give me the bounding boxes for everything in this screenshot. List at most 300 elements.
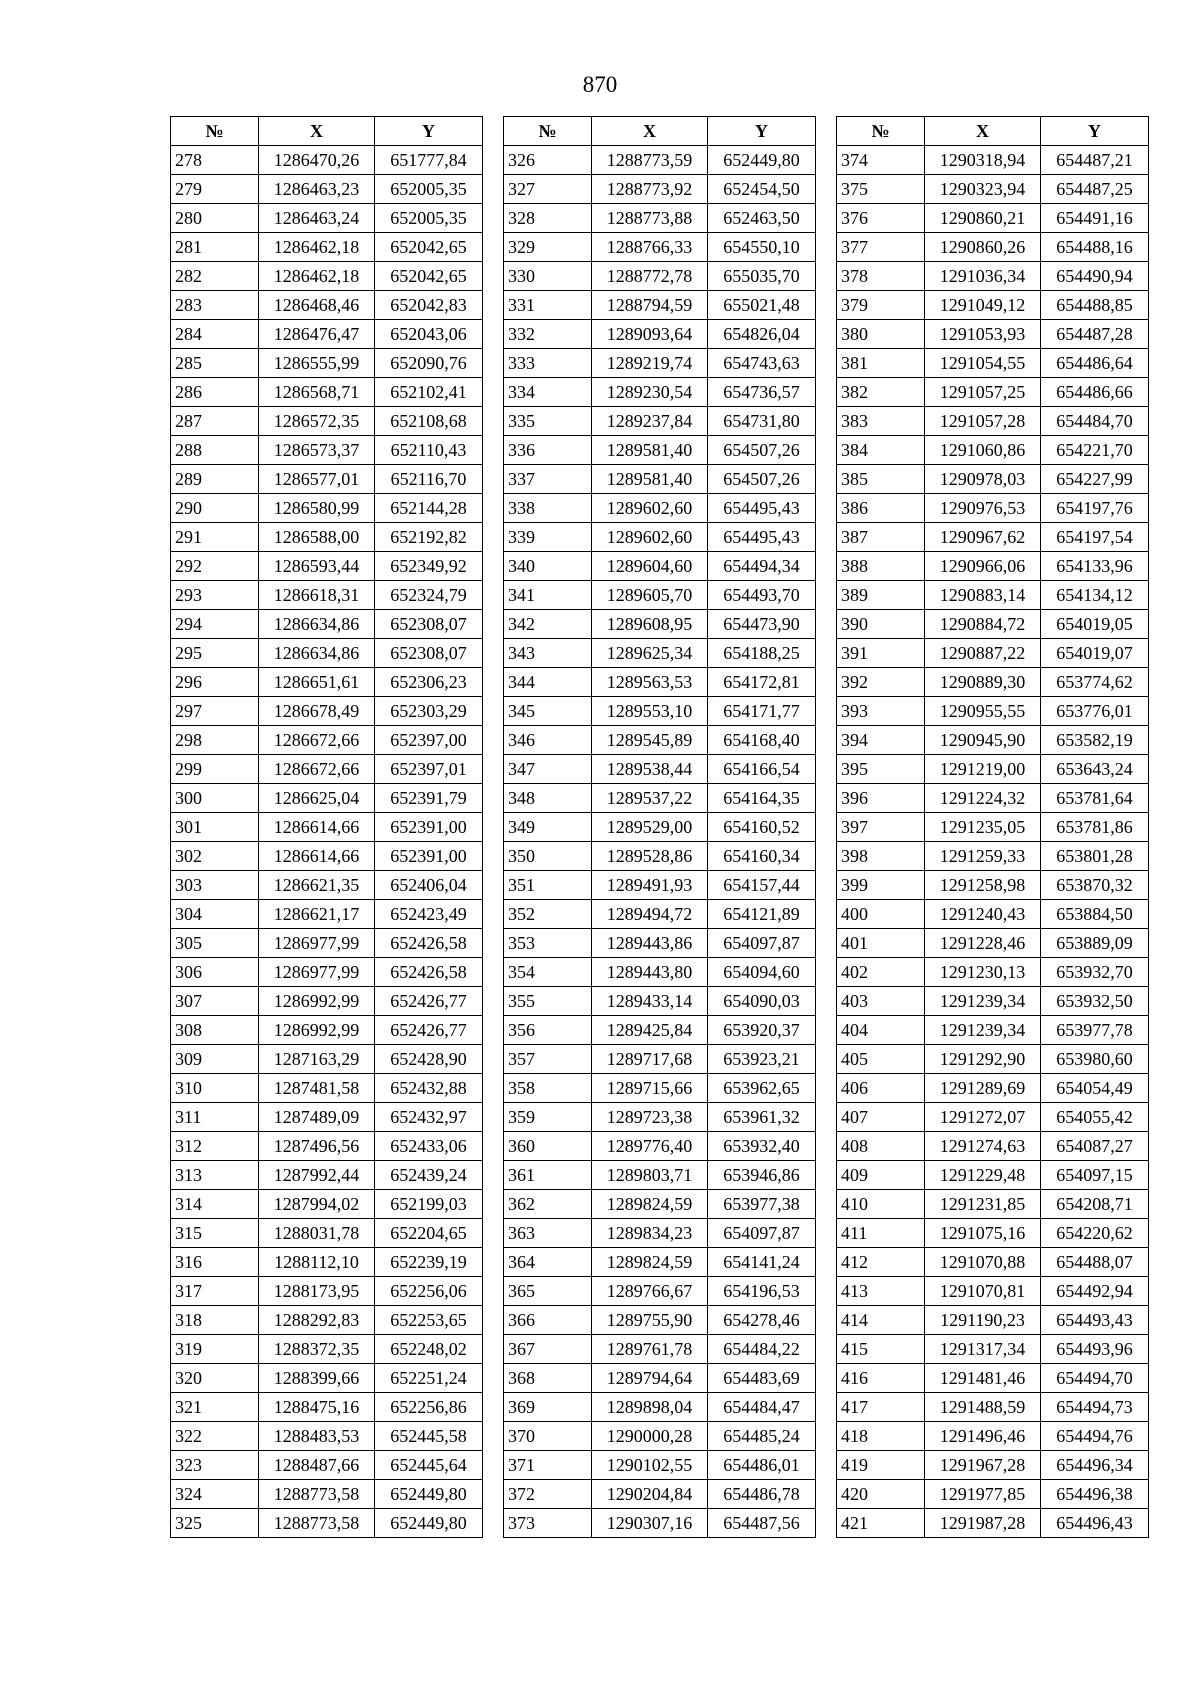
table-row — [837, 494, 1149, 523]
point-number: 415 — [837, 1335, 925, 1364]
table-row — [504, 465, 816, 494]
table-row — [837, 1335, 1149, 1364]
x-coordinate: 1291231,85 — [925, 1190, 1041, 1219]
point-number: 381 — [837, 349, 925, 378]
y-coordinate: 653961,32 — [708, 1103, 816, 1132]
table-row — [504, 349, 816, 378]
x-coordinate: 1287481,58 — [259, 1074, 375, 1103]
x-coordinate: 1289761,78 — [592, 1335, 708, 1364]
y-coordinate: 652449,80 — [375, 1480, 483, 1509]
point-number: 359 — [504, 1103, 592, 1132]
point-number: 290 — [171, 494, 259, 523]
y-coordinate: 654171,77 — [708, 697, 816, 726]
x-coordinate: 1286634,86 — [259, 610, 375, 639]
y-coordinate: 652432,88 — [375, 1074, 483, 1103]
x-coordinate: 1291967,28 — [925, 1451, 1041, 1480]
table-header-row — [171, 117, 483, 146]
y-coordinate: 654486,66 — [1041, 378, 1149, 407]
point-number: 293 — [171, 581, 259, 610]
y-coordinate: 654487,28 — [1041, 320, 1149, 349]
y-coordinate: 654188,25 — [708, 639, 816, 668]
point-number: 367 — [504, 1335, 592, 1364]
point-number: 352 — [504, 900, 592, 929]
x-coordinate: 1286678,49 — [259, 697, 375, 726]
x-coordinate: 1289898,04 — [592, 1393, 708, 1422]
x-coordinate: 1291070,88 — [925, 1248, 1041, 1277]
table-row — [837, 465, 1149, 494]
y-coordinate: 652251,24 — [375, 1364, 483, 1393]
y-coordinate: 652256,86 — [375, 1393, 483, 1422]
x-coordinate: 1287163,29 — [259, 1045, 375, 1074]
x-coordinate: 1289230,54 — [592, 378, 708, 407]
table-row — [837, 1277, 1149, 1306]
y-coordinate: 654019,05 — [1041, 610, 1149, 639]
x-coordinate: 1290978,03 — [925, 465, 1041, 494]
x-coordinate: 1289824,59 — [592, 1248, 708, 1277]
table-row — [171, 1161, 483, 1190]
x-coordinate: 1286625,04 — [259, 784, 375, 813]
y-coordinate: 655035,70 — [708, 262, 816, 291]
point-number: 294 — [171, 610, 259, 639]
table-row — [504, 494, 816, 523]
table-row — [171, 1045, 483, 1074]
y-coordinate: 654473,90 — [708, 610, 816, 639]
x-coordinate: 1289443,86 — [592, 929, 708, 958]
y-coordinate: 652005,35 — [375, 204, 483, 233]
point-number: 396 — [837, 784, 925, 813]
point-number: 318 — [171, 1306, 259, 1335]
x-coordinate: 1290883,14 — [925, 581, 1041, 610]
x-coordinate: 1291240,43 — [925, 900, 1041, 929]
table-row — [504, 639, 816, 668]
y-coordinate: 652042,83 — [375, 291, 483, 320]
x-coordinate: 1286634,86 — [259, 639, 375, 668]
table-row — [504, 958, 816, 987]
y-coordinate: 654488,07 — [1041, 1248, 1149, 1277]
y-coordinate: 652426,58 — [375, 958, 483, 987]
y-coordinate: 653932,50 — [1041, 987, 1149, 1016]
y-coordinate: 653643,24 — [1041, 755, 1149, 784]
column-header-x: X — [259, 117, 375, 146]
x-coordinate: 1291987,28 — [925, 1509, 1041, 1538]
point-number: 405 — [837, 1045, 925, 1074]
x-coordinate: 1288794,59 — [592, 291, 708, 320]
point-number: 384 — [837, 436, 925, 465]
table-row — [504, 1277, 816, 1306]
y-coordinate: 654487,21 — [1041, 146, 1149, 175]
column-header-number: № — [837, 117, 925, 146]
y-coordinate: 655021,48 — [708, 291, 816, 320]
table-row — [837, 262, 1149, 291]
x-coordinate: 1289581,40 — [592, 436, 708, 465]
y-coordinate: 654227,99 — [1041, 465, 1149, 494]
x-coordinate: 1291060,86 — [925, 436, 1041, 465]
y-coordinate: 654743,63 — [708, 349, 816, 378]
table-row — [837, 291, 1149, 320]
y-coordinate: 652391,00 — [375, 842, 483, 871]
x-coordinate: 1287992,44 — [259, 1161, 375, 1190]
y-coordinate: 654483,69 — [708, 1364, 816, 1393]
table-row — [504, 320, 816, 349]
point-number: 309 — [171, 1045, 259, 1074]
x-coordinate: 1289604,60 — [592, 552, 708, 581]
table-row — [171, 929, 483, 958]
point-number: 365 — [504, 1277, 592, 1306]
y-coordinate: 654495,43 — [708, 523, 816, 552]
point-number: 350 — [504, 842, 592, 871]
x-coordinate: 1290860,26 — [925, 233, 1041, 262]
y-coordinate: 652426,58 — [375, 929, 483, 958]
y-coordinate: 652108,68 — [375, 407, 483, 436]
point-number: 349 — [504, 813, 592, 842]
y-coordinate: 654097,15 — [1041, 1161, 1149, 1190]
table-row — [837, 1451, 1149, 1480]
y-coordinate: 652423,49 — [375, 900, 483, 929]
table-row — [837, 581, 1149, 610]
y-coordinate: 652463,50 — [708, 204, 816, 233]
x-coordinate: 1291057,25 — [925, 378, 1041, 407]
point-number: 321 — [171, 1393, 259, 1422]
table-row — [837, 1161, 1149, 1190]
y-coordinate: 654141,24 — [708, 1248, 816, 1277]
point-number: 388 — [837, 552, 925, 581]
column-header-y: Y — [708, 117, 816, 146]
point-number: 393 — [837, 697, 925, 726]
table-row — [171, 1074, 483, 1103]
y-coordinate: 652204,65 — [375, 1219, 483, 1248]
x-coordinate: 1289605,70 — [592, 581, 708, 610]
x-coordinate: 1286614,66 — [259, 842, 375, 871]
table-row — [837, 1422, 1149, 1451]
table-row — [837, 349, 1149, 378]
point-number: 345 — [504, 697, 592, 726]
point-number: 353 — [504, 929, 592, 958]
x-coordinate: 1288399,66 — [259, 1364, 375, 1393]
x-coordinate: 1289538,44 — [592, 755, 708, 784]
table-row — [171, 320, 483, 349]
table-row — [837, 784, 1149, 813]
point-number: 326 — [504, 146, 592, 175]
point-number: 282 — [171, 262, 259, 291]
point-number: 339 — [504, 523, 592, 552]
point-number: 333 — [504, 349, 592, 378]
point-number: 360 — [504, 1132, 592, 1161]
x-coordinate: 1286651,61 — [259, 668, 375, 697]
y-coordinate: 654019,07 — [1041, 639, 1149, 668]
point-number: 298 — [171, 726, 259, 755]
table-row — [171, 610, 483, 639]
point-number: 391 — [837, 639, 925, 668]
table-row — [504, 726, 816, 755]
table-row — [504, 987, 816, 1016]
point-number: 314 — [171, 1190, 259, 1219]
y-coordinate: 653932,70 — [1041, 958, 1149, 987]
point-number: 338 — [504, 494, 592, 523]
point-number: 356 — [504, 1016, 592, 1045]
x-coordinate: 1286618,31 — [259, 581, 375, 610]
x-coordinate: 1286476,47 — [259, 320, 375, 349]
y-coordinate: 653801,28 — [1041, 842, 1149, 871]
point-number: 284 — [171, 320, 259, 349]
point-number: 331 — [504, 291, 592, 320]
point-number: 311 — [171, 1103, 259, 1132]
x-coordinate: 1288773,59 — [592, 146, 708, 175]
table-row — [837, 958, 1149, 987]
x-coordinate: 1290887,22 — [925, 639, 1041, 668]
point-number: 285 — [171, 349, 259, 378]
y-coordinate: 653920,37 — [708, 1016, 816, 1045]
x-coordinate: 1290860,21 — [925, 204, 1041, 233]
x-coordinate: 1286555,99 — [259, 349, 375, 378]
y-coordinate: 653774,62 — [1041, 668, 1149, 697]
point-number: 398 — [837, 842, 925, 871]
x-coordinate: 1286463,23 — [259, 175, 375, 204]
y-coordinate: 652432,97 — [375, 1103, 483, 1132]
point-number: 348 — [504, 784, 592, 813]
x-coordinate: 1286621,35 — [259, 871, 375, 900]
column-header-x: X — [925, 117, 1041, 146]
y-coordinate: 652397,00 — [375, 726, 483, 755]
y-coordinate: 653946,86 — [708, 1161, 816, 1190]
y-coordinate: 654121,89 — [708, 900, 816, 929]
point-number: 361 — [504, 1161, 592, 1190]
y-coordinate: 652199,03 — [375, 1190, 483, 1219]
table-row — [504, 1480, 816, 1509]
table-row — [837, 146, 1149, 175]
table-row — [171, 1219, 483, 1248]
point-number: 375 — [837, 175, 925, 204]
point-number: 404 — [837, 1016, 925, 1045]
y-coordinate: 654488,16 — [1041, 233, 1149, 262]
table-row — [171, 871, 483, 900]
x-coordinate: 1289443,80 — [592, 958, 708, 987]
x-coordinate: 1291317,34 — [925, 1335, 1041, 1364]
table-row — [837, 1393, 1149, 1422]
point-number: 278 — [171, 146, 259, 175]
x-coordinate: 1291239,34 — [925, 987, 1041, 1016]
table-row — [504, 581, 816, 610]
y-coordinate: 652253,65 — [375, 1306, 483, 1335]
x-coordinate: 1286573,37 — [259, 436, 375, 465]
x-coordinate: 1290307,16 — [592, 1509, 708, 1538]
point-number: 312 — [171, 1132, 259, 1161]
table-row — [171, 1480, 483, 1509]
x-coordinate: 1289834,23 — [592, 1219, 708, 1248]
x-coordinate: 1289723,38 — [592, 1103, 708, 1132]
x-coordinate: 1286470,26 — [259, 146, 375, 175]
y-coordinate: 653977,38 — [708, 1190, 816, 1219]
x-coordinate: 1291219,00 — [925, 755, 1041, 784]
table-row — [837, 175, 1149, 204]
point-number: 296 — [171, 668, 259, 697]
table-row — [171, 668, 483, 697]
x-coordinate: 1289776,40 — [592, 1132, 708, 1161]
x-coordinate: 1289803,71 — [592, 1161, 708, 1190]
x-coordinate: 1289093,64 — [592, 320, 708, 349]
point-number: 382 — [837, 378, 925, 407]
x-coordinate: 1288487,66 — [259, 1451, 375, 1480]
x-coordinate: 1290204,84 — [592, 1480, 708, 1509]
x-coordinate: 1291259,33 — [925, 842, 1041, 871]
point-number: 399 — [837, 871, 925, 900]
point-number: 377 — [837, 233, 925, 262]
point-number: 409 — [837, 1161, 925, 1190]
x-coordinate: 1286568,71 — [259, 378, 375, 407]
table-row — [171, 1132, 483, 1161]
point-number: 279 — [171, 175, 259, 204]
point-number: 397 — [837, 813, 925, 842]
x-coordinate: 1291229,48 — [925, 1161, 1041, 1190]
y-coordinate: 654484,47 — [708, 1393, 816, 1422]
y-coordinate: 652391,00 — [375, 813, 483, 842]
point-number: 287 — [171, 407, 259, 436]
table-row — [171, 233, 483, 262]
table-row — [504, 1306, 816, 1335]
point-number: 281 — [171, 233, 259, 262]
table-row — [171, 1509, 483, 1538]
table-row — [171, 1335, 483, 1364]
point-number: 319 — [171, 1335, 259, 1364]
y-coordinate: 653977,78 — [1041, 1016, 1149, 1045]
table-row — [837, 726, 1149, 755]
y-coordinate: 654484,70 — [1041, 407, 1149, 436]
y-coordinate: 654493,70 — [708, 581, 816, 610]
y-coordinate: 654494,76 — [1041, 1422, 1149, 1451]
point-number: 403 — [837, 987, 925, 1016]
point-number: 303 — [171, 871, 259, 900]
table-row — [504, 842, 816, 871]
coordinate-table-1 — [170, 116, 483, 1538]
table-row — [171, 755, 483, 784]
point-number: 302 — [171, 842, 259, 871]
point-number: 308 — [171, 1016, 259, 1045]
y-coordinate: 653923,21 — [708, 1045, 816, 1074]
x-coordinate: 1291481,46 — [925, 1364, 1041, 1393]
y-coordinate: 652428,90 — [375, 1045, 483, 1074]
x-coordinate: 1289237,84 — [592, 407, 708, 436]
table-row — [504, 1219, 816, 1248]
y-coordinate: 652426,77 — [375, 1016, 483, 1045]
y-coordinate: 654507,26 — [708, 465, 816, 494]
x-coordinate: 1291258,98 — [925, 871, 1041, 900]
table-row — [171, 291, 483, 320]
point-number: 289 — [171, 465, 259, 494]
table-row — [504, 1016, 816, 1045]
point-number: 412 — [837, 1248, 925, 1277]
x-coordinate: 1289219,74 — [592, 349, 708, 378]
table-row — [504, 1161, 816, 1190]
x-coordinate: 1290102,55 — [592, 1451, 708, 1480]
y-coordinate: 652090,76 — [375, 349, 483, 378]
table-row — [837, 929, 1149, 958]
point-number: 370 — [504, 1422, 592, 1451]
y-coordinate: 654494,34 — [708, 552, 816, 581]
y-coordinate: 654486,01 — [708, 1451, 816, 1480]
table-row — [837, 1364, 1149, 1393]
table-row — [504, 1335, 816, 1364]
x-coordinate: 1291054,55 — [925, 349, 1041, 378]
table-row — [171, 523, 483, 552]
y-coordinate: 652116,70 — [375, 465, 483, 494]
point-number: 324 — [171, 1480, 259, 1509]
table-row — [171, 175, 483, 204]
y-coordinate: 654550,10 — [708, 233, 816, 262]
x-coordinate: 1289494,72 — [592, 900, 708, 929]
x-coordinate: 1288173,95 — [259, 1277, 375, 1306]
column-header-number: № — [171, 117, 259, 146]
y-coordinate: 652102,41 — [375, 378, 483, 407]
x-coordinate: 1286614,66 — [259, 813, 375, 842]
y-coordinate: 654160,34 — [708, 842, 816, 871]
x-coordinate: 1288766,33 — [592, 233, 708, 262]
y-coordinate: 652406,04 — [375, 871, 483, 900]
table-row — [504, 407, 816, 436]
y-coordinate: 652248,02 — [375, 1335, 483, 1364]
table-row — [171, 1190, 483, 1219]
point-number: 386 — [837, 494, 925, 523]
point-number: 413 — [837, 1277, 925, 1306]
x-coordinate: 1290967,62 — [925, 523, 1041, 552]
point-number: 378 — [837, 262, 925, 291]
point-number: 379 — [837, 291, 925, 320]
table-row — [837, 407, 1149, 436]
x-coordinate: 1291070,81 — [925, 1277, 1041, 1306]
point-number: 288 — [171, 436, 259, 465]
x-coordinate: 1289794,64 — [592, 1364, 708, 1393]
y-coordinate: 652433,06 — [375, 1132, 483, 1161]
y-coordinate: 654487,56 — [708, 1509, 816, 1538]
y-coordinate: 654491,16 — [1041, 204, 1149, 233]
table-row — [837, 1248, 1149, 1277]
coordinate-tables — [170, 116, 1149, 1538]
table-row — [171, 1364, 483, 1393]
y-coordinate: 654495,43 — [708, 494, 816, 523]
table-row — [504, 1045, 816, 1074]
x-coordinate: 1288773,88 — [592, 204, 708, 233]
y-coordinate: 652308,07 — [375, 610, 483, 639]
point-number: 368 — [504, 1364, 592, 1393]
table-row — [837, 552, 1149, 581]
y-coordinate: 653870,32 — [1041, 871, 1149, 900]
point-number: 313 — [171, 1161, 259, 1190]
point-number: 323 — [171, 1451, 259, 1480]
table-row — [504, 784, 816, 813]
table-row — [171, 1016, 483, 1045]
point-number: 344 — [504, 668, 592, 697]
y-coordinate: 654490,94 — [1041, 262, 1149, 291]
table-row — [171, 639, 483, 668]
point-number: 343 — [504, 639, 592, 668]
point-number: 316 — [171, 1248, 259, 1277]
y-coordinate: 654054,49 — [1041, 1074, 1149, 1103]
point-number: 354 — [504, 958, 592, 987]
table-row — [504, 871, 816, 900]
column-header-y: Y — [1041, 117, 1149, 146]
x-coordinate: 1289553,10 — [592, 697, 708, 726]
table-row — [504, 1074, 816, 1103]
y-coordinate: 654731,80 — [708, 407, 816, 436]
y-coordinate: 652042,65 — [375, 262, 483, 291]
table-row — [504, 755, 816, 784]
y-coordinate: 654496,38 — [1041, 1480, 1149, 1509]
table-row — [504, 697, 816, 726]
point-number: 411 — [837, 1219, 925, 1248]
point-number: 376 — [837, 204, 925, 233]
x-coordinate: 1291036,34 — [925, 262, 1041, 291]
x-coordinate: 1288372,35 — [259, 1335, 375, 1364]
y-coordinate: 654157,44 — [708, 871, 816, 900]
table-row — [171, 900, 483, 929]
